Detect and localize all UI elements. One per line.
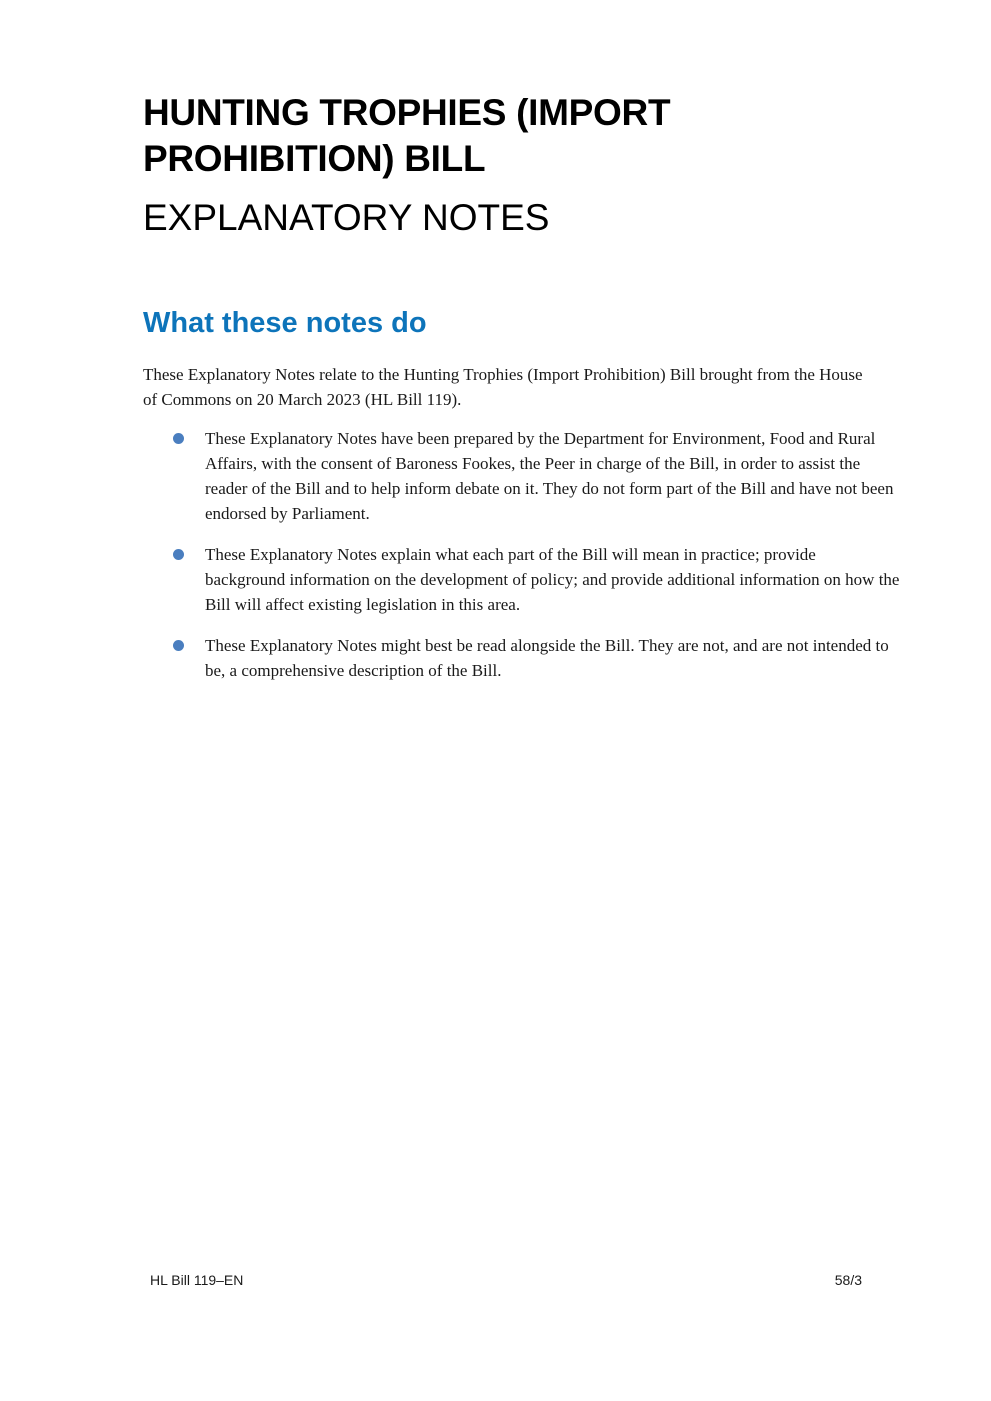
footer-bill-reference: HL Bill 119–EN [150,1272,244,1288]
bullet-item [143,633,900,683]
bullet-item [143,426,900,526]
bullet-text: These Explanatory Notes have been prepared by the Department for Environment, Food and Rural Affairs, with the consent of Baroness Fookes, the Peer in charge of the Bill, in order to assist the reader of the Bill and to help inform debate on it. They do not form part of the Bill and have not been endorsed by Parliament. [205,429,894,523]
bullet-text: These Explanatory Notes explain what each part of the Bill will mean in practice; provide background information on the development of policy; and provide additional information on how the Bill will affect existing legislation in this area. [205,545,900,614]
bullet-item [143,542,900,617]
bullet-text: These Explanatory Notes might best be read alongside the Bill. They are not, and are not intended to be, a comprehensive description of the Bill. [205,636,889,680]
bullet-icon [173,549,184,560]
notes-bullet-list [143,426,900,699]
document-title: HUNTING TROPHIES (IMPORT PROHIBITION) BILL [143,92,671,179]
document-subtitle: EXPLANATORY NOTES [143,197,550,238]
page-footer [150,1270,862,1290]
section-heading: What these notes do [143,307,427,339]
footer-page-reference: 58/3 [834,1272,862,1288]
intro-paragraph: These Explanatory Notes relate to the Hunting Trophies (Import Prohibition) Bill brought from the House of Commons on 20 March 2023 (HL Bill 119). [143,365,863,409]
bullet-icon [173,433,184,444]
bullet-icon [173,640,184,651]
